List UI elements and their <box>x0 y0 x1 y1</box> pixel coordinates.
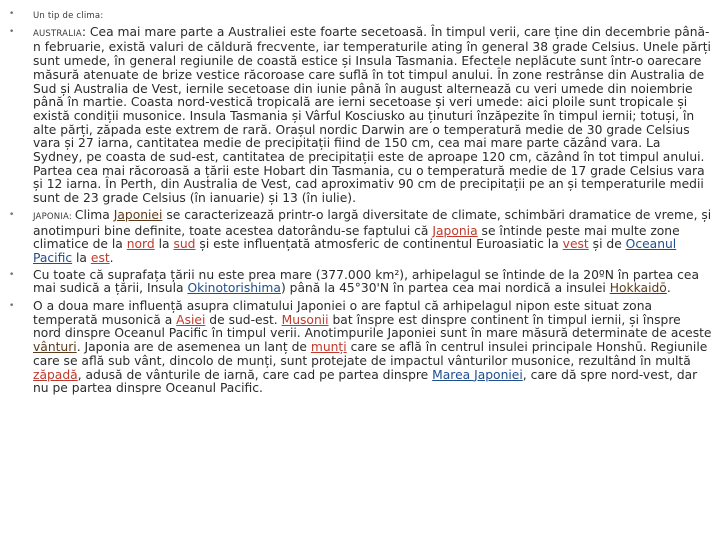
bullet-dot-icon: • <box>9 209 15 220</box>
text-segment: și este influențată atmosferic de continentul Euroasiatic la <box>195 237 563 252</box>
text-segment: O a doua mare influență asupra climatului Japoniei o are faptul că arhipelagul nipon este situat zona temperată musonică a <box>33 299 653 327</box>
japonia-label: JAPONIA: <box>33 211 75 222</box>
link-hokkaido[interactable]: Hokkaidō <box>609 281 667 296</box>
link-munti[interactable]: munți <box>310 340 347 355</box>
bullet-dot-icon: • <box>9 301 15 312</box>
bullet-dot-icon: • <box>9 269 15 280</box>
text-segment: care se află în centrul insulei principale Honshū. Regiunile care se află sub vânt, dincolo de munți, sunt protejate de impactul vânturilor musonice, rezultând în multă <box>33 340 708 368</box>
link-zapada[interactable]: zăpadă <box>33 367 78 382</box>
text-segment: la <box>72 250 91 265</box>
text-segment: se caracterizează printr-o largă diversitate de climate, schimbări dramatice de vreme, și anotimpuri bine definite, toate acestea datorându-se faptului că <box>33 207 712 238</box>
link-marea-japoniei[interactable]: Marea Japoniei <box>432 367 523 382</box>
link-asiei[interactable]: Asiei <box>176 312 206 327</box>
text-segment: . <box>666 281 671 296</box>
link-musonii[interactable]: Musonii <box>281 312 329 327</box>
text-segment: bat înspre est dinspre continent în timpul iernii, și înspre nord dinspre Oceanul Pacific în timpul verii. Anotimpurile Japoniei sunt în mare măsură determinate de aceste <box>33 312 712 341</box>
bullet-dot-icon: • <box>9 26 15 37</box>
bullet-list <box>6 8 712 396</box>
link-oceanul-pacific[interactable]: Oceanul Pacific <box>33 237 677 265</box>
text-segment: se întinde peste mai multe zone climatice de la <box>33 223 680 252</box>
bullet-japonia <box>6 209 712 266</box>
bullet-australia <box>6 26 712 206</box>
bullet-suprafata <box>6 269 712 296</box>
australia-label: AUSTRALIA <box>33 28 82 39</box>
intro-label: Un tip de clima: <box>33 11 104 21</box>
link-vest[interactable]: vest <box>562 237 589 252</box>
bullet-musoni <box>6 300 712 396</box>
bullet-intro <box>6 8 712 24</box>
link-est[interactable]: est <box>90 250 110 265</box>
text-segment: . Japonia are de asemenea un lanț de <box>76 340 311 355</box>
link-okinotorishima[interactable]: Okinotorishima <box>187 281 281 296</box>
link-japoniei[interactable]: Japoniei <box>113 207 163 222</box>
link-sud[interactable]: sud <box>173 237 196 252</box>
text-segment: ) până la 45°30'N în partea cea mai nordică a insulei <box>280 281 610 296</box>
link-vanturi[interactable]: vânturi <box>33 340 77 355</box>
text-segment: , adusă de vânturile de iarnă, care cad pe partea dinspre <box>77 367 433 382</box>
link-japonia[interactable]: Japonia <box>432 223 478 238</box>
text-segment: , care dă spre nord-vest, dar nu pe partea dinspre Oceanul Pacific. <box>33 367 698 396</box>
text-segment: . <box>109 250 114 265</box>
text-segment: de sud-est. <box>205 312 282 327</box>
text-segment: și de <box>588 237 626 252</box>
text-segment: Clima <box>74 207 114 222</box>
text-segment: la <box>154 237 174 252</box>
australia-text: : Cea mai mare parte a Australiei este foarte secetoasă. În timpul verii, care ține din decembrie până-n februarie, există valuri de căldură frecvente, iar temperaturile ating în general 38 grade Celsius. Unele părți sunt umede, în general regiunile de coastă estice și Insula Tasmania. Efectele neplăcute sunt într-o oarecare măsură atenuate de brize vestice răcoroase care suflă în tot timpul anului. În zone restrânse din Australia de Sud și Australia de Vest, iernile secetoase din iunie până în august alternează cu veri umede din noiembrie până în martie. Coasta nord-vestică tropicală are ierni secetoase și veri umede: aici ploile sunt tropicale și există condiții musonice. Insula Tasmania și Vârful Kosciusko au ținuturi înzăpezite în timpul iernii; totuși, în alte părți, zăpada este extrem de rară. Orașul nordic Darwin are o temperatură medie de 30 grade Celsius vara și 27 iarna, cantitatea medie de precipitații fiind de 150 cm, cea mai mare parte căzând vara. La Sydney, pe coasta de sud-est, cantitatea de precipitații este de aproape 120 cm, căzând în tot timpul anului. Partea cea mai răcoroasă a țării este Hobart din Tasmania, cu o temperatură medie de 17 grade Celsius vara și 12 iarna. În Perth, din Australia de Vest, cad aproximativ 90 cm de precipitații pe an și temperaturile medii sunt de 23 grade Celsius (în ianuarie) și 13 (în iulie). <box>33 24 711 206</box>
bullet-dot-icon: • <box>9 9 15 19</box>
link-nord[interactable]: nord <box>126 237 155 252</box>
text-segment: Cu toate că suprafața țării nu este prea mare (377.000 km²), arhipelagul se întinde de la 20ºN în partea cea mai sudică a țării, Insula <box>33 267 700 296</box>
